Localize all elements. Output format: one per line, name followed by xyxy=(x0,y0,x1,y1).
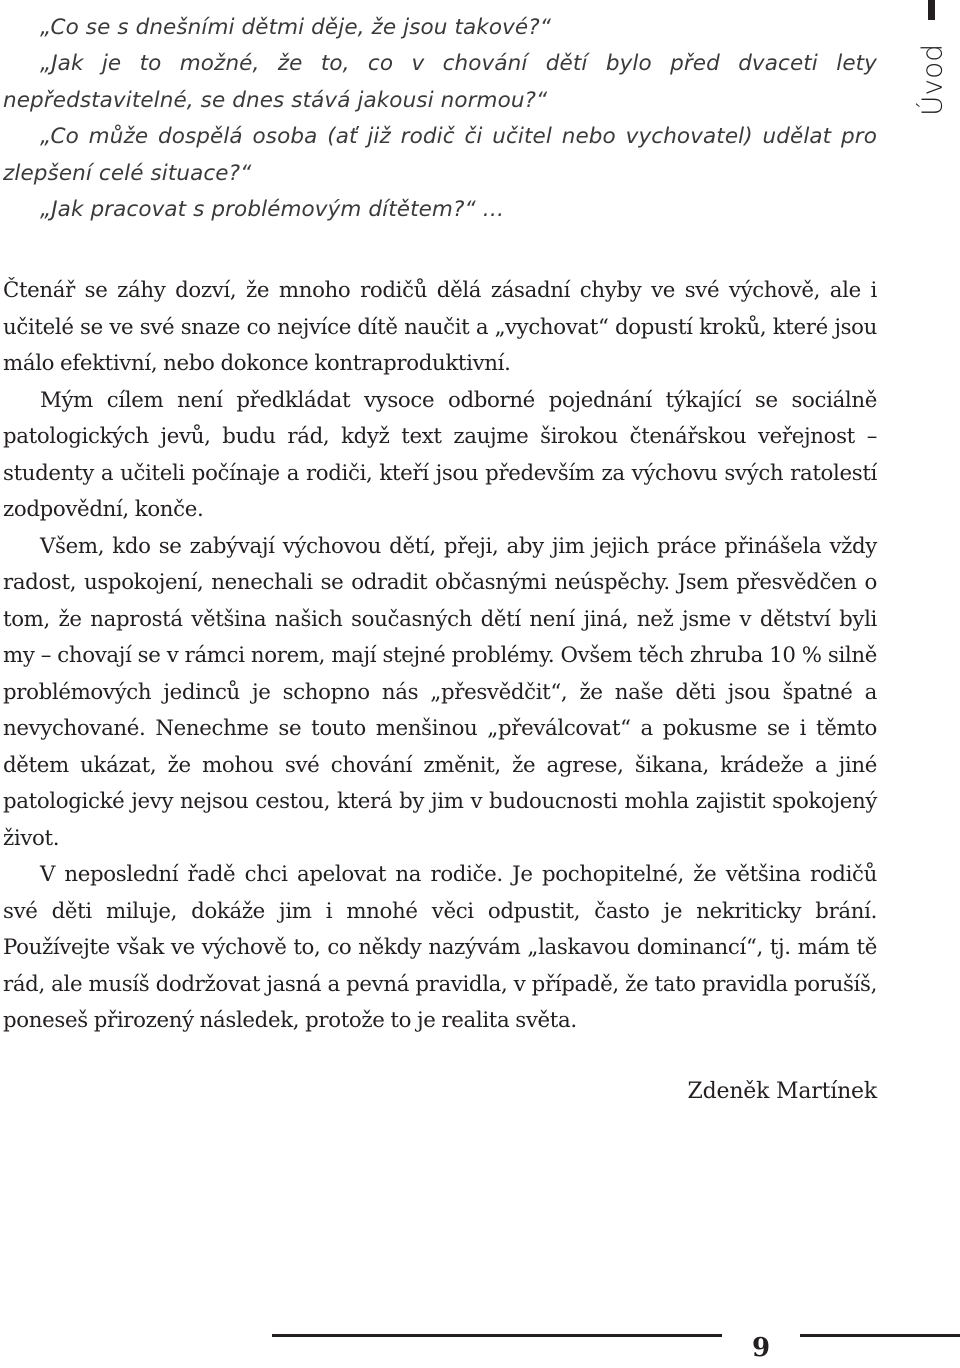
question-block xyxy=(3,10,877,228)
footer-rule-right xyxy=(800,1334,960,1337)
section-tab-label: Úvod xyxy=(915,44,949,116)
question-2: „Jak je to možné, že to, co v chování dětí bylo před dvaceti lety nepředstavitelné, se dnes stává jakousi normou?“ xyxy=(3,51,877,113)
paragraph-1: Čtenář se záhy dozví, že mnoho rodičů dělá zásadní chyby ve své výchově, ale i učitelé se ve své snaze co nejvíce dítě naučit a „vychovat“ dopustí kroků, které jsou málo efektivní, nebo dokonce kontraproduktivní. xyxy=(3,278,877,377)
question-1: „Co se s dnešními dětmi děje, že jsou takové?“ xyxy=(40,15,551,40)
section-tab-bar xyxy=(928,0,935,20)
page-number: 9 xyxy=(751,1333,771,1363)
paragraph-2: Mým cílem není předkládat vysoce odborné pojednání týkající se sociálně patologických jevů, budu rád, když text zaujme širokou čtenářskou veřejnost – studenty a učiteli počínaje a rodiči, kteří jsou především za výchovu svých ratolestí zodpovědní, konče. xyxy=(3,387,877,523)
paragraph-4: V neposlední řadě chci apelovat na rodiče. Je pochopitelné, že většina rodičů své děti miluje, dokáže jim i mnohé věci odpustit, často je nekriticky brání. Používejte však ve výchově to, co někdy nazývám „laskavou dominancí“, tj. mám tě rád, ale musíš dodržovat jasná a pevná pravidla, v případě, že tato pravidla porušíš, poneseš přirozený následek, protože to je realita světa. xyxy=(3,862,877,1034)
paragraph-3: Všem, kdo se zabývají výchovou dětí, přeji, aby jim jejich práce přinášela vždy radost, uspokojení, nenechali se odradit občasnými neúspěchy. Jsem přesvědčen o tom, že naprostá většina našich současných dětí není jiná, než jsme v dětství byli my – chovají se v rámci norem, mají stejné problémy. Ovšem těch zhruba 10 % silně problémových jedinců je schopno nás „přesvědčit“, že naše děti jsou špatné a nevychované. Nenechme se touto menšinou „převálcovat“ a pokusme se i těmto dětem ukázat, že mohou své chování změnit, že agrese, šikana, krádeže a jiné patologické jevy nejsou cestou, která by jim v budoucnosti mohla zajistit spokojený život. xyxy=(3,533,877,851)
question-3: „Co může dospělá osoba (ať již rodič či učitel nebo vychovatel) udělat pro zlepšení celé situace?“ xyxy=(3,124,877,186)
footer-rule-left xyxy=(272,1334,722,1337)
question-4: „Jak pracovat s problémovým dítětem?“ … xyxy=(40,197,505,223)
body-text xyxy=(3,273,877,1040)
section-tab xyxy=(912,0,952,130)
page-content xyxy=(3,10,877,1110)
author-signature: Zdeněk Martínek xyxy=(687,1078,877,1104)
